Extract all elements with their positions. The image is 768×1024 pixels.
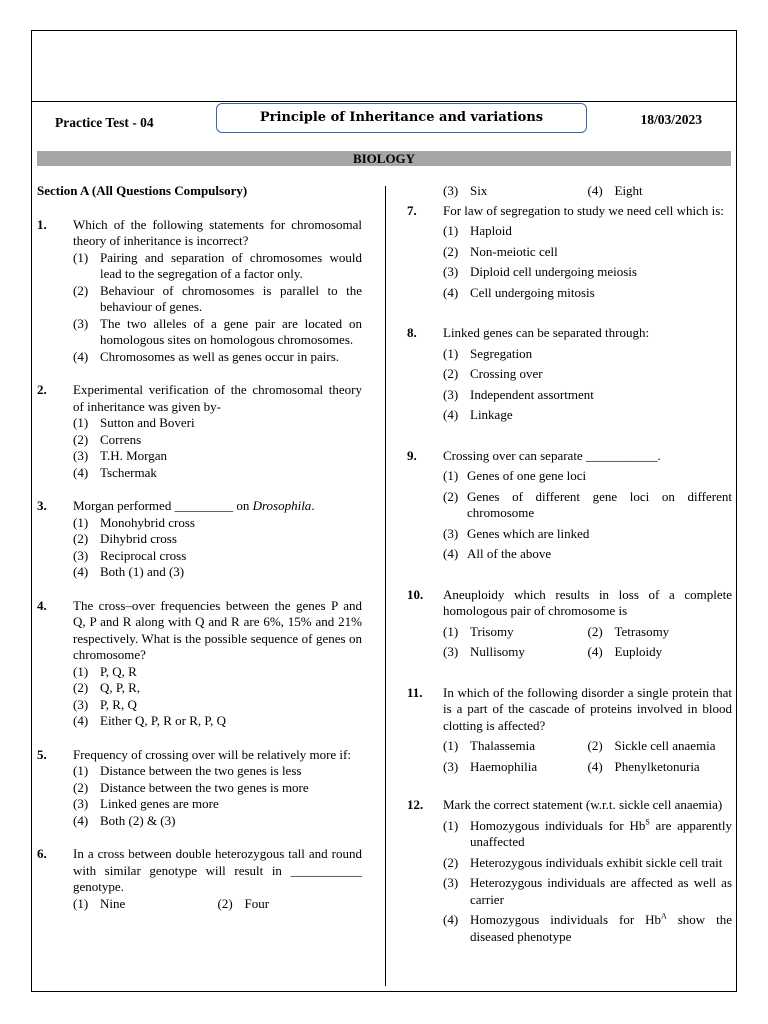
option: (3) Independent assortment — [443, 386, 594, 402]
option: (2) Non-meiotic cell — [443, 243, 558, 259]
question-text: Mark the correct statement (w.r.t. sickle cell anaemia) — [443, 797, 723, 812]
question-5 — [37, 747, 362, 830]
question-number: 6. — [37, 846, 47, 861]
column-divider — [385, 186, 386, 986]
question-8 — [407, 325, 732, 424]
option: (2) Dihybrid cross — [73, 531, 177, 546]
option: (1) Nine — [73, 895, 126, 911]
option: (2) Crossing over — [443, 366, 543, 381]
option: (1) Segregation — [443, 345, 533, 361]
option: (2) Behaviour of chromosomes is parallel to the behaviour of genes. — [73, 282, 362, 314]
question-number: 4. — [37, 597, 47, 613]
option: (4) Both (2) & (3) — [73, 812, 176, 828]
option: (2) Distance between the two genes is more — [73, 779, 309, 795]
option: (4) Chromosomes as well as genes occur in pairs. — [73, 348, 340, 364]
question-7 — [407, 203, 732, 302]
question-6 — [37, 846, 362, 912]
option: (2) Heterozygous individuals exhibit sickle cell trait — [443, 854, 723, 870]
option: (4) All of the above — [443, 546, 552, 561]
subject-bar: BIOLOGY — [37, 151, 731, 166]
option: (2) Tetrasomy — [587, 623, 670, 639]
question-number: 8. — [407, 325, 417, 340]
question-text: Morgan performed _________ on Drosophila. — [73, 498, 315, 513]
option: (1) Pairing and separation of chromosomes would lead to the segregation of a factor only. — [73, 249, 362, 281]
question-9 — [407, 448, 732, 563]
option: (4) Both (1) and (3) — [73, 564, 185, 579]
option-row — [73, 896, 362, 913]
question-text: The cross–over frequencies between the genes P and Q, P and R along with Q and R are 6%, 15% and 21% respectively. What is the possible sequence of genes on chromosome? — [73, 597, 362, 662]
section-title: Section A (All Questions Compulsory) — [37, 183, 248, 198]
option: (1) Distance between the two genes is less — [73, 763, 302, 778]
option: (1) Sutton and Boveri — [73, 415, 195, 430]
option: (4) Phenylketonuria — [587, 758, 700, 774]
option-row — [443, 644, 732, 661]
option: (1) Trisomy — [443, 623, 514, 639]
option: (4) Linkage — [443, 407, 513, 422]
question-text: Which of the following statements for chromosomal theory of inheritance is incorrect? — [73, 216, 362, 248]
option: (2) Sickle cell anaemia — [587, 738, 716, 753]
question-text: In a cross between double heterozygous tall and round with similar genotype will result in ___________ genotype. — [73, 846, 362, 894]
option: (3) Genes which are linked — [443, 525, 590, 541]
practice-test-label: Practice Test - 04 — [55, 115, 154, 130]
option: (2) Q, P, R, — [73, 680, 141, 695]
option: (4) Either Q, P, R or R, P, Q — [73, 713, 227, 728]
option: (3) The two alleles of a gene pair are located on homologous sites on homologous chromosomes. — [73, 315, 362, 347]
question-11 — [407, 685, 732, 776]
question-number: 7. — [407, 202, 417, 218]
question-6-continued — [407, 183, 732, 200]
question-number: 5. — [37, 746, 47, 762]
option: (3) P, R, Q — [73, 696, 137, 712]
option: (3) Nullisomy — [443, 644, 525, 659]
chapter-title: Principle of Inheritance and variations — [216, 103, 587, 133]
question-10 — [407, 587, 732, 661]
question-3 — [37, 498, 362, 581]
test-date: 18/03/2023 — [640, 112, 702, 127]
question-text: Experimental verification of the chromosomal theory of inheritance was given by- — [73, 382, 362, 414]
exam-page — [31, 30, 737, 992]
option: (2) Genes of different gene loci on different chromosome — [443, 488, 732, 520]
option: (3) Six — [443, 183, 488, 198]
option: (1) Homozygous individuals for $Hb^S$ are apparently unaffected — [443, 817, 733, 849]
option: (1) Haploid — [443, 223, 512, 238]
option: (1) Monohybrid cross — [73, 514, 195, 530]
question-number: 1. — [37, 216, 47, 232]
option: (2) Correns — [73, 431, 142, 447]
option-row — [443, 738, 732, 755]
option: (3) Diploid cell undergoing meiosis — [443, 264, 637, 279]
option: (3) Heterozygous individuals are affected as well as carrier — [443, 875, 732, 907]
option: (4) Euploidy — [587, 644, 663, 659]
question-text: Frequency of crossing over will be relatively more if: — [73, 746, 351, 762]
question-number: 9. — [407, 447, 417, 463]
question-number: 11. — [407, 684, 423, 700]
option: (1) Thalassemia — [443, 738, 535, 753]
question-4 — [37, 598, 362, 730]
option: (1) Genes of one gene loci — [443, 468, 587, 483]
question-12 — [407, 797, 732, 945]
option-row — [443, 759, 732, 776]
option: (3) Reciprocal cross — [73, 547, 187, 563]
question-text: Linked genes can be separated through: — [443, 325, 650, 340]
option: (4) Homozygous individuals for $Hb^A$ show the diseased phenotype — [443, 911, 732, 944]
option: (2) Four — [217, 895, 270, 911]
option: (4) Tschermak — [73, 464, 157, 480]
option: (3) T.H. Morgan — [73, 448, 168, 463]
question-2 — [37, 382, 362, 481]
option: (3) Linked genes are more — [73, 796, 219, 811]
question-number: 2. — [37, 382, 47, 397]
question-number: 10. — [407, 586, 424, 602]
question-number: 12. — [407, 797, 424, 812]
option: (1) P, Q, R — [73, 663, 137, 679]
right-column — [407, 183, 732, 945]
option: (4) Eight — [587, 183, 643, 198]
question-1 — [37, 217, 362, 366]
question-text: For law of segregation to study we need cell which is: — [443, 202, 724, 218]
question-number: 3. — [37, 498, 47, 513]
question-text: Aneuploidy which results in loss of a complete homologous pair of chromosome is — [443, 586, 732, 618]
option-row — [443, 624, 732, 641]
question-text: Crossing over can separate ___________. — [443, 447, 661, 463]
question-text: In which of the following disorder a single protein that is a part of the cascade of proteins involved in blood clotting is affected? — [443, 684, 732, 733]
header-divider — [32, 101, 736, 102]
option: (3) Haemophilia — [443, 758, 538, 774]
option-row — [443, 183, 732, 200]
option: (4) Cell undergoing mitosis — [443, 284, 595, 300]
left-column — [37, 183, 362, 912]
